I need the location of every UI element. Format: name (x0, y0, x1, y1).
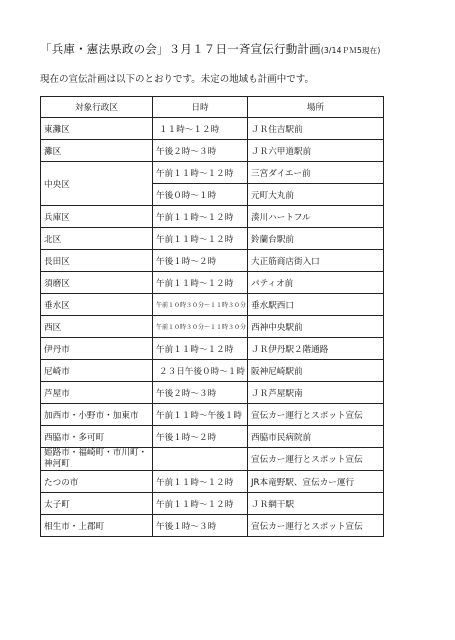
cell-place: 宣伝カー運行とスポット宣伝 (248, 404, 384, 426)
cell-time: 午前１１時～１２時 (153, 162, 248, 184)
cell-place: ＪＲ住吉駅前 (248, 118, 384, 140)
table-row (41, 228, 384, 250)
table-row (41, 382, 384, 404)
cell-time: ２３日午後０時～１時 (153, 360, 248, 382)
table-row (41, 448, 384, 471)
cell-area: 長田区 (41, 250, 153, 272)
cell-place: 西脇市民病院前 (248, 426, 384, 448)
intro-text: 現在の宣伝計画は以下のとおりです。未定の地域も計画中です。 (40, 74, 314, 85)
table-row (41, 272, 384, 294)
table-row (41, 360, 384, 382)
table-row (41, 426, 384, 448)
cell-time: 午前１１時～１２時 (153, 471, 248, 493)
cell-time: 午後０時～１時 (153, 184, 248, 206)
header-time: 日時 (153, 97, 248, 118)
cell-place: 三宮ダイエー前 (248, 162, 384, 184)
table-row (41, 206, 384, 228)
cell-area: 北区 (41, 228, 153, 250)
cell-area: 兵庫区 (41, 206, 153, 228)
cell-area: 西区 (41, 316, 153, 338)
cell-time: 午後１時～２時 (153, 426, 248, 448)
cell-place: ＪＲ網干駅 (248, 493, 384, 515)
title-note: (3/14ＰＭ5現在) (320, 46, 381, 55)
header-place: 場所 (248, 97, 384, 118)
cell-area: 芦屋市 (41, 382, 153, 404)
cell-area: 姫路市・福崎町・市川町・神河町 (41, 448, 153, 471)
cell-place: ＪＲ芦屋駅南 (248, 382, 384, 404)
cell-time: 午前１１時～１２時 (153, 228, 248, 250)
cell-place: 阪神尼崎駅前 (248, 360, 384, 382)
title-text: 「兵庫・憲法県政の会」３月１７日一斉宣伝行動計画 (40, 42, 321, 56)
cell-time: 午前１０時３０分～１１時３０分 (153, 316, 248, 338)
cell-time (153, 448, 248, 471)
cell-place: 宣伝カー運行とスポット宣伝 (248, 515, 384, 537)
cell-area: 太子町 (41, 493, 153, 515)
cell-area: 垂水区 (41, 294, 153, 316)
table-row (41, 140, 384, 162)
cell-time: 午前１１時～１２時 (153, 206, 248, 228)
table-row (41, 118, 384, 140)
cell-time: 午後２時～３時 (153, 382, 248, 404)
cell-time: 午前１０時３０分～１１時３０分 (153, 294, 248, 316)
cell-place: JR本竜野駅、宣伝カー運行 (248, 471, 384, 493)
cell-area: 相生市・上郡町 (41, 515, 153, 537)
cell-time: 午後１時～３時 (153, 515, 248, 537)
cell-area: 伊丹市 (41, 338, 153, 360)
table-row (41, 250, 384, 272)
cell-time: 午前１１時～１２時 (153, 338, 248, 360)
cell-place: 西神中央駅前 (248, 316, 384, 338)
cell-time: 午後２時～３時 (153, 140, 248, 162)
cell-area: 中央区 (41, 162, 153, 206)
cell-time: 午後１時～２時 (153, 250, 248, 272)
cell-area: 加西市・小野市・加東市 (41, 404, 153, 426)
cell-time: 午前１１時～１２時 (153, 272, 248, 294)
table-row (41, 493, 384, 515)
cell-time: 午前１１時～１２時 (153, 493, 248, 515)
table-row (41, 471, 384, 493)
cell-place: 大正筋商店街入口 (248, 250, 384, 272)
cell-place: パティオ前 (248, 272, 384, 294)
table-row (41, 294, 384, 316)
document-title (40, 41, 440, 57)
table-row (41, 162, 384, 184)
table-row (41, 316, 384, 338)
cell-area: 灘区 (41, 140, 153, 162)
cell-time: １１時～１２時 (153, 118, 248, 140)
cell-area: 東灘区 (41, 118, 153, 140)
header-row (41, 97, 384, 118)
cell-place: 垂水駅西口 (248, 294, 384, 316)
table-row (41, 515, 384, 537)
cell-place: ＪＲ六甲道駅前 (248, 140, 384, 162)
cell-place: 宣伝カー運行とスポット宣伝 (248, 448, 384, 471)
cell-time: 午前１１時～午後１時 (153, 404, 248, 426)
cell-area: 尼崎市 (41, 360, 153, 382)
table-row (41, 338, 384, 360)
cell-place: 湊川ハートフル (248, 206, 384, 228)
header-area: 対象行政区 (41, 97, 153, 118)
cell-place: ＪＲ伊丹駅２階通路 (248, 338, 384, 360)
cell-area: たつの市 (41, 471, 153, 493)
cell-place: 鈴蘭台駅前 (248, 228, 384, 250)
cell-area: 西脇市・多可町 (41, 426, 153, 448)
cell-place: 元町大丸前 (248, 184, 384, 206)
schedule-table (40, 96, 384, 537)
cell-area: 須磨区 (41, 272, 153, 294)
table-row (41, 404, 384, 426)
